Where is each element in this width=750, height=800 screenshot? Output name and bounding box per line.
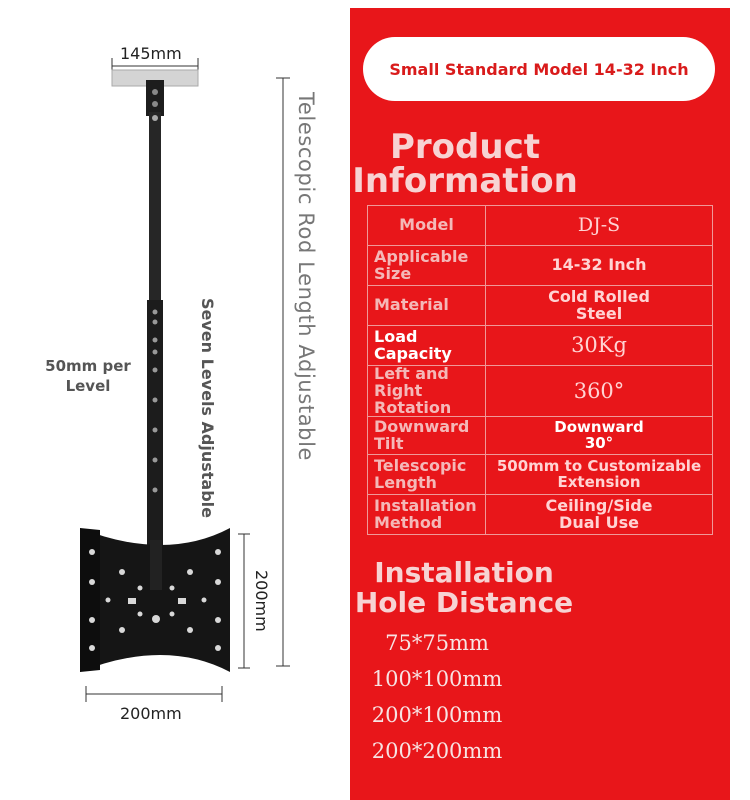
spec-row	[368, 246, 713, 286]
plate-width-dimension-line	[86, 686, 222, 702]
top-width-label: 145mm	[120, 44, 182, 63]
spec-value: 500mm to Customizable Extension	[486, 455, 713, 495]
plate-width-label: 200mm	[120, 704, 182, 723]
heading-line: Hole Distance	[354, 585, 574, 619]
hole-size-item: 200*200mm	[371, 739, 503, 763]
spec-label: Downward Tilt	[368, 417, 486, 455]
spec-label: Telescopic Length	[368, 455, 486, 495]
telescopic-rod	[147, 112, 163, 546]
ceiling-plate	[112, 70, 198, 116]
spec-row	[368, 495, 713, 535]
spec-value: Cold Rolled Steel	[486, 286, 713, 326]
spec-value: 14-32 Inch	[486, 246, 713, 286]
product-illustration	[0, 0, 350, 800]
spec-row	[368, 417, 713, 455]
spec-row	[368, 455, 713, 495]
spec-label: Applicable Size	[368, 246, 486, 286]
spec-label: Material	[368, 286, 486, 326]
spec-label: Left and Right Rotation	[368, 366, 486, 417]
plate-height-label: 200mm	[252, 570, 271, 632]
spec-value: 30Kg	[486, 326, 713, 366]
spec-row	[368, 206, 713, 246]
vesa-plate	[80, 528, 230, 672]
hole-size-item: 100*100mm	[371, 667, 503, 691]
spec-label: Model	[368, 206, 486, 246]
spec-row	[368, 326, 713, 366]
spec-label: Load Capacity	[368, 326, 486, 366]
rod-length-dimension-line	[276, 78, 290, 666]
spec-row	[368, 286, 713, 326]
heading-line: Product	[390, 127, 540, 167]
hole-distance-heading	[352, 558, 576, 618]
hole-size-item: 200*100mm	[371, 703, 503, 727]
spec-table	[367, 205, 713, 535]
plate-height-dimension-line	[238, 534, 250, 668]
rod-length-note: Telescopic Rod Length Adjustable	[294, 92, 318, 462]
spec-row	[368, 366, 713, 417]
spec-label: Installation Method	[368, 495, 486, 535]
per-level-note: 50mm per Level	[45, 357, 131, 396]
spec-value: Ceiling/Side Dual Use	[486, 495, 713, 535]
heading-line: Installation	[374, 556, 554, 589]
spec-value: 360°	[486, 366, 713, 417]
heading-line: Information	[352, 161, 578, 201]
hole-size-item: 75*75mm	[385, 631, 489, 655]
model-badge: Small Standard Model 14-32 Inch	[363, 37, 715, 101]
seven-levels-note: Seven Levels Adjustable	[198, 298, 217, 518]
spec-value: Downward 30°	[486, 417, 713, 455]
spec-value: DJ-S	[486, 206, 713, 246]
product-information-heading	[352, 127, 578, 201]
